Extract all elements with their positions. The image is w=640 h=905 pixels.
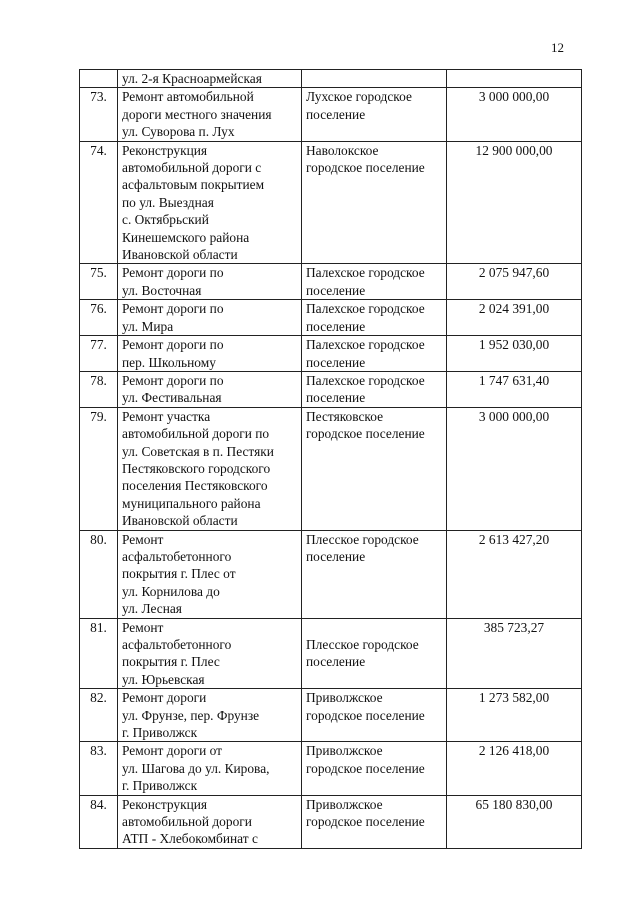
project-name: Ремонт дороги по ул. Фестивальная <box>118 371 302 407</box>
project-name: Ремонт дороги от ул. Шагова до ул. Кирова, г. Приволжск <box>118 742 302 795</box>
project-name: Ремонт дороги по пер. Школьному <box>118 336 302 372</box>
funding-amount: 1 273 582,00 <box>447 689 582 742</box>
funding-amount: 385 723,27 <box>447 618 582 689</box>
row-number: 77. <box>80 336 118 372</box>
table-row <box>80 141 582 264</box>
project-name: Ремонт автомобильной дороги местного значения ул. Суворова п. Лух <box>118 88 302 141</box>
table-row <box>80 530 582 618</box>
table-row <box>80 336 582 372</box>
table-row <box>80 371 582 407</box>
project-name: ул. 2-я Красноармейская <box>118 70 302 88</box>
row-number: 73. <box>80 88 118 141</box>
funding-amount: 3 000 000,00 <box>447 88 582 141</box>
funding-amount: 65 180 830,00 <box>447 795 582 848</box>
table-row <box>80 795 582 848</box>
table-row <box>80 689 582 742</box>
funding-amount: 12 900 000,00 <box>447 141 582 264</box>
municipality-name: Пестяковское городское поселение <box>302 407 447 530</box>
funding-amount: 2 075 947,60 <box>447 264 582 300</box>
row-number: 78. <box>80 371 118 407</box>
table-row <box>80 407 582 530</box>
municipality-name: Палехское городское поселение <box>302 371 447 407</box>
municipality-name: Палехское городское поселение <box>302 336 447 372</box>
municipality-name: Плесское городское поселение <box>302 618 447 689</box>
municipality-name: Приволжское городское поселение <box>302 795 447 848</box>
funding-amount <box>447 70 582 88</box>
page-number: 12 <box>551 40 564 55</box>
municipality-name: Наволокское городское поселение <box>302 141 447 264</box>
funding-amount: 1 952 030,00 <box>447 336 582 372</box>
row-number: 74. <box>80 141 118 264</box>
table-row <box>80 70 582 88</box>
funding-amount: 2 024 391,00 <box>447 300 582 336</box>
municipality-name <box>302 70 447 88</box>
table-row <box>80 618 582 689</box>
road-projects-table <box>79 69 582 849</box>
table-row <box>80 742 582 795</box>
project-name: Реконструкция автомобильной дороги с асфальтовым покрытием по ул. Выездная с. Октябрьский Кинешемского района Ивановской области <box>118 141 302 264</box>
row-number: 81. <box>80 618 118 689</box>
project-name: Ремонт участка автомобильной дороги по ул. Советская в п. Пестяки Пестяковского городского поселения Пестяковского муниципального района Ивановской области <box>118 407 302 530</box>
row-number <box>80 70 118 88</box>
municipality-name: Приволжское городское поселение <box>302 689 447 742</box>
project-name: Ремонт асфальтобетонного покрытия г. Плес ул. Юрьевская <box>118 618 302 689</box>
funding-amount: 1 747 631,40 <box>447 371 582 407</box>
project-name: Реконструкция автомобильной дороги АТП - Хлебокомбинат с <box>118 795 302 848</box>
table-row <box>80 88 582 141</box>
row-number: 76. <box>80 300 118 336</box>
row-number: 84. <box>80 795 118 848</box>
municipality-name: Лухское городское поселение <box>302 88 447 141</box>
table-body <box>80 70 582 849</box>
project-name: Ремонт асфальтобетонного покрытия г. Плес от ул. Корнилова до ул. Лесная <box>118 530 302 618</box>
funding-amount: 3 000 000,00 <box>447 407 582 530</box>
funding-amount: 2 126 418,00 <box>447 742 582 795</box>
row-number: 75. <box>80 264 118 300</box>
funding-amount: 2 613 427,20 <box>447 530 582 618</box>
project-name: Ремонт дороги ул. Фрунзе, пер. Фрунзе г. Приволжск <box>118 689 302 742</box>
project-name: Ремонт дороги по ул. Восточная <box>118 264 302 300</box>
row-number: 79. <box>80 407 118 530</box>
table-row <box>80 264 582 300</box>
row-number: 82. <box>80 689 118 742</box>
row-number: 83. <box>80 742 118 795</box>
municipality-name: Приволжское городское поселение <box>302 742 447 795</box>
table-row <box>80 300 582 336</box>
row-number: 80. <box>80 530 118 618</box>
project-name: Ремонт дороги по ул. Мира <box>118 300 302 336</box>
municipality-name: Палехское городское поселение <box>302 264 447 300</box>
municipality-name: Палехское городское поселение <box>302 300 447 336</box>
municipality-name: Плесское городское поселение <box>302 530 447 618</box>
